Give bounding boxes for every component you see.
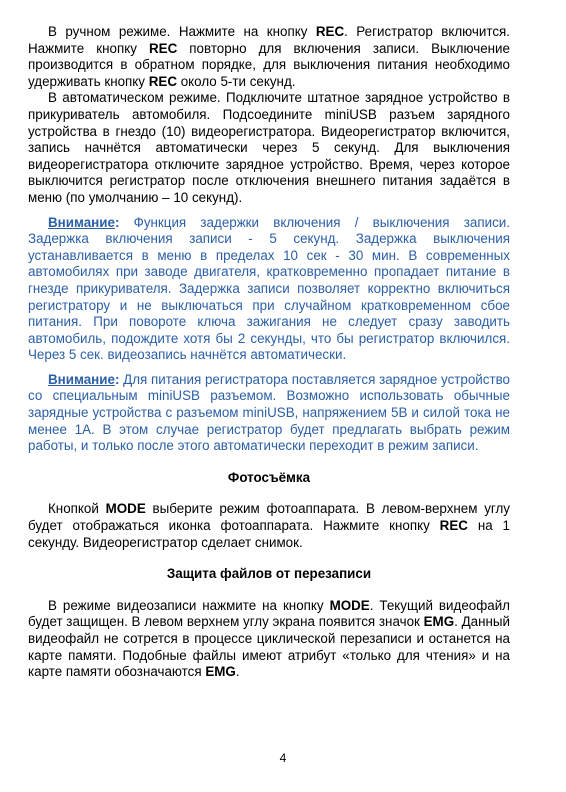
attention-label: Внимание (48, 214, 115, 230)
photo-paragraph: Кнопкой MODE выберите режим фотоаппарата. В левом-верхнем углу будет отображаться иконка фотоаппарата. Нажмите кнопку REC на 1 секунду. Видеорегистратор сделает снимок. (28, 501, 510, 550)
photo-section-heading: Фотосъёмка (227, 469, 311, 485)
page-number: 4 (279, 751, 287, 765)
attention-label: Внимание (48, 371, 115, 387)
document-page (28, 24, 510, 681)
protection-section-heading: Защита файлов от перезаписи (166, 566, 372, 582)
attention-note-charger: Внимание: Для питания регистратора поставляется зарядное устройство со специальным miniUSB разъемом. Возможно использовать обычные зарядные устройства с разъемом miniUSB, напряжением 5В и силой тока не менее 1А. В этом случае регистратор будет предлагать выбрать режим работы, и только после этого автоматически переходит в режим записи. (28, 371, 511, 454)
manual-mode-paragraph: В ручном режиме. Нажмите на кнопку REC. Регистратор включится. Нажмите кнопку REC повторно для включения записи. Выключение производится в обратном порядке, для выключения питания необходимо удерживать кнопку REC около 5-ти секунд. (28, 24, 510, 89)
attention-note-delay: Внимание: Функция задержки включения / выключения записи. Задержка включения записи - 5 секунд. Задержка выключения устанавливается в меню в пределах 10 сек - 30 мин. В современных автомобилях при заводе двигателя, кратковременно пропадает питание в гнезде прикуривателя. Задержка записи позволяет корректно включиться регистратору и не выключаться при случайном кратковременном сбое питания. При повороте ключа зажигания не следует сразу заводить автомобиль, подождите хотя бы 2 секунды, что бы регистратор включился. Через 5 сек. видеозапись начнётся автоматически. (28, 214, 510, 363)
auto-mode-paragraph: В автоматическом режиме. Подключите штатное зарядное устройство в прикуриватель автомобиля. Подсоедините miniUSB разъем зарядного устройства в гнездо (10) видеорегистратора. Видеорегистратор включится, запись начнётся автоматически через 5 секунд. Для выключения видеорегистратора отключите зарядное устройство. Время, через которое выключится регистратор после отключения внешнего питания задаётся в меню (по умолчанию – 10 секунд). (28, 90, 510, 205)
protection-paragraph: В режиме видеозаписи нажмите на кнопку MODE. Текущий видеофайл будет защищен. В левом верхнем углу экрана появится значок EMG. Данный видеофайл не сотрется в процессе циклической перезаписи и останется на карте памяти. Подобные файлы имеют атрибут «только для чтения» и на карте памяти обозначаются EMG. (28, 597, 510, 680)
